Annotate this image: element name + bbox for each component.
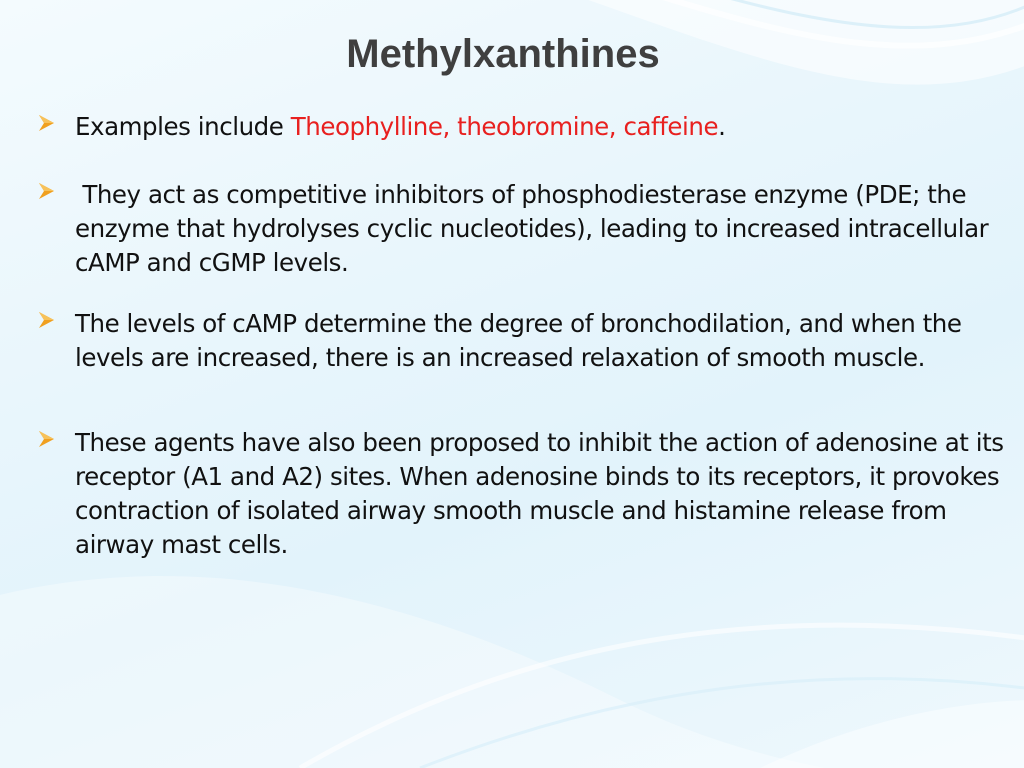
slide-title: Methylxanthines	[346, 32, 660, 76]
bullet-text: These agents have also been proposed to inhibit the action of adenosine at its receptor (A1 and A2) sites. When adenosine binds to its receptors, it provokes contraction of isolated airway smooth muscle and histamine release from airway mast cells.	[75, 428, 1004, 559]
arrow-bullet-icon	[37, 181, 57, 201]
arrow-bullet-icon	[37, 113, 57, 133]
arrow-bullet-icon	[37, 429, 57, 449]
bullet-text	[75, 110, 1005, 144]
highlighted-drug-names: Theophylline, theobromine, caffeine	[290, 112, 719, 141]
bullet-text: They act as competitive inhibitors of phosphodiesterase enzyme (PDE; the enzyme that hydrolyses cyclic nucleotides), leading to increased intracellular cAMP and cGMP levels.	[75, 180, 996, 277]
bullet-text: The levels of cAMP determine the degree of bronchodilation, and when the levels are increased, there is an increased relaxation of smooth muscle.	[75, 309, 962, 372]
bullet-text-prefix: Examples include	[75, 112, 291, 141]
bullet-text-suffix: .	[718, 112, 726, 141]
arrow-bullet-icon	[37, 310, 57, 330]
